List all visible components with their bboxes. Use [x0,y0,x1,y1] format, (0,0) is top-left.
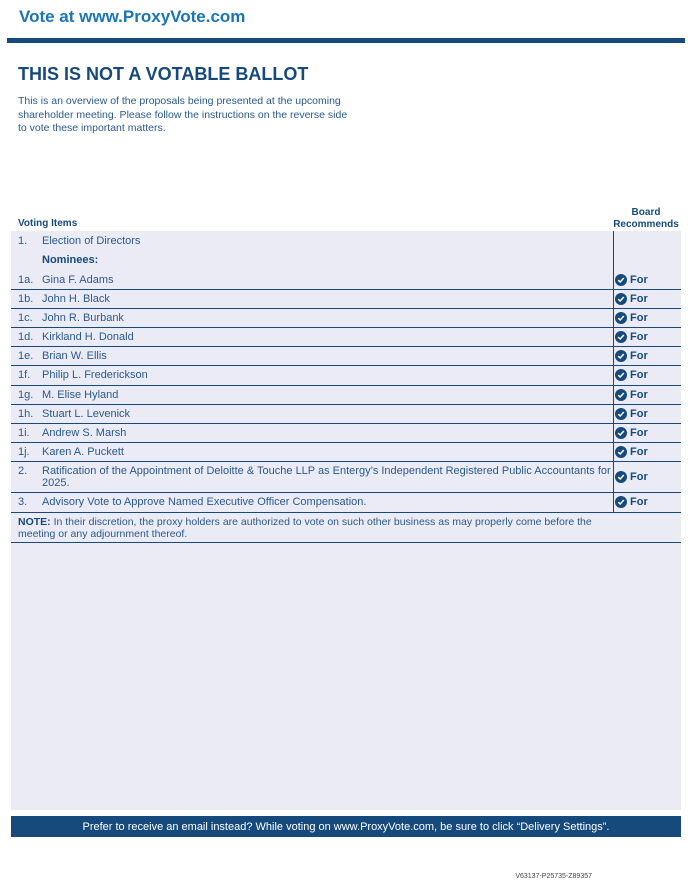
recommendation [615,446,648,458]
intro-text: This is an overview of the proposals being presented at the upcoming shareholder meeting. Please follow the instructions on the reverse side to vote these important matters. [18,95,348,134]
board-header-line1: Board [631,207,661,218]
nominee-number: 1j. [18,446,30,458]
note-text [18,516,618,540]
document-code: V63137-P25735-Z89357 [515,873,592,880]
footer-banner [11,816,681,837]
nominee-name: Kirkland H. Donald [42,331,134,343]
nominee-number: 1a. [18,274,34,286]
recommendation-label: For [630,293,648,305]
checkmark-icon [615,312,627,324]
recommendation-label: For [630,389,648,401]
board-header-line2: Recommends [613,218,679,230]
nominee-row [11,366,681,386]
nominee-number: 1h. [18,408,34,420]
nominee-number: 1g. [18,389,34,401]
recommendation [615,293,648,305]
recommendation [615,496,648,508]
recommendation [615,274,648,286]
checkmark-icon [615,274,627,286]
recommendation-label: For [630,350,648,362]
recommendation-label: For [630,427,648,439]
recommendation [615,350,648,362]
nominee-number: 1c. [18,312,33,324]
nominee-name: Gina F. Adams [42,274,114,286]
nominee-row [11,405,681,424]
nominee-name: John H. Black [42,293,110,305]
nominee-row [11,328,681,347]
nominee-row [11,309,681,328]
note-divider [11,542,681,543]
checkmark-icon [615,350,627,362]
note-body: In their discretion, the proxy holders are authorized to vote on such other business as may properly come before the meeting or any adjournment thereof. [18,516,592,540]
nominee-number: 1i. [18,427,30,439]
item-number: 2. [18,465,28,477]
item-advisory-vote [11,493,681,513]
nominees-label-row [11,254,681,270]
checkmark-icon [615,331,627,343]
nominee-name: Karen A. Puckett [42,446,124,458]
nominee-row [11,386,681,405]
recommendation-label: For [630,312,648,324]
checkmark-icon [615,427,627,439]
item-text: Advisory Vote to Approve Named Executive Officer Compensation. [42,496,367,508]
recommendation-label: For [630,471,648,483]
note-label: NOTE: [18,516,51,528]
recommendation [615,408,648,420]
item-number: 3. [18,496,28,508]
checkmark-icon [615,369,627,381]
recommendation-label: For [630,369,648,381]
nominee-row [11,271,681,290]
recommendation [615,312,648,324]
item-election-of-directors [11,235,681,251]
nominee-name: M. Elise Hyland [42,389,119,401]
nominee-number: 1d. [18,331,34,343]
recommendation [615,427,648,439]
nominee-name: Andrew S. Marsh [42,427,127,439]
checkmark-icon [615,446,627,458]
nominee-name: Philip L. Frederickson [42,369,148,381]
checkmark-icon [615,471,627,483]
item-number: 1. [18,235,28,247]
voting-items-header: Voting Items [18,218,78,229]
recommendation [615,331,648,343]
recommendation [615,389,648,401]
checkmark-icon [615,293,627,305]
checkmark-icon [615,389,627,401]
checkmark-icon [615,496,627,508]
site-title: Vote at www.ProxyVote.com [19,7,246,26]
nominees-label: Nominees: [42,254,99,266]
recommendation [615,369,648,381]
nominee-row [11,347,681,366]
recommendation-label: For [630,446,648,458]
checkmark-icon [615,408,627,420]
nominee-number: 1f. [18,369,31,381]
nominee-row [11,443,681,462]
recommendation-label: For [630,331,648,343]
recommendation-label: For [630,274,648,286]
recommendation-label: For [630,496,648,508]
recommendation [615,471,648,483]
item-text: Ratification of the Appointment of Deloitte & Touche LLP as Entergy’s Independent Registered Public Accountants for 2025. [42,465,611,489]
recommendation-label: For [630,408,648,420]
item-text: Election of Directors [42,235,141,247]
nominee-name: John R. Burbank [42,312,124,324]
item-ratification [11,462,681,493]
nominee-row [11,290,681,309]
footer-text: Prefer to receive an email instead? While voting on www.ProxyVote.com, be sure to click “Delivery Settings”. [82,820,610,833]
nominee-number: 1e. [18,350,34,362]
page-heading: THIS IS NOT A VOTABLE BALLOT [18,64,309,84]
header-divider [7,38,685,43]
nominee-name: Stuart L. Levenick [42,408,131,420]
nominee-name: Brian W. Ellis [42,350,107,362]
nominee-number: 1b. [18,293,34,305]
board-recommends-header [612,207,680,230]
nominee-row [11,424,681,443]
